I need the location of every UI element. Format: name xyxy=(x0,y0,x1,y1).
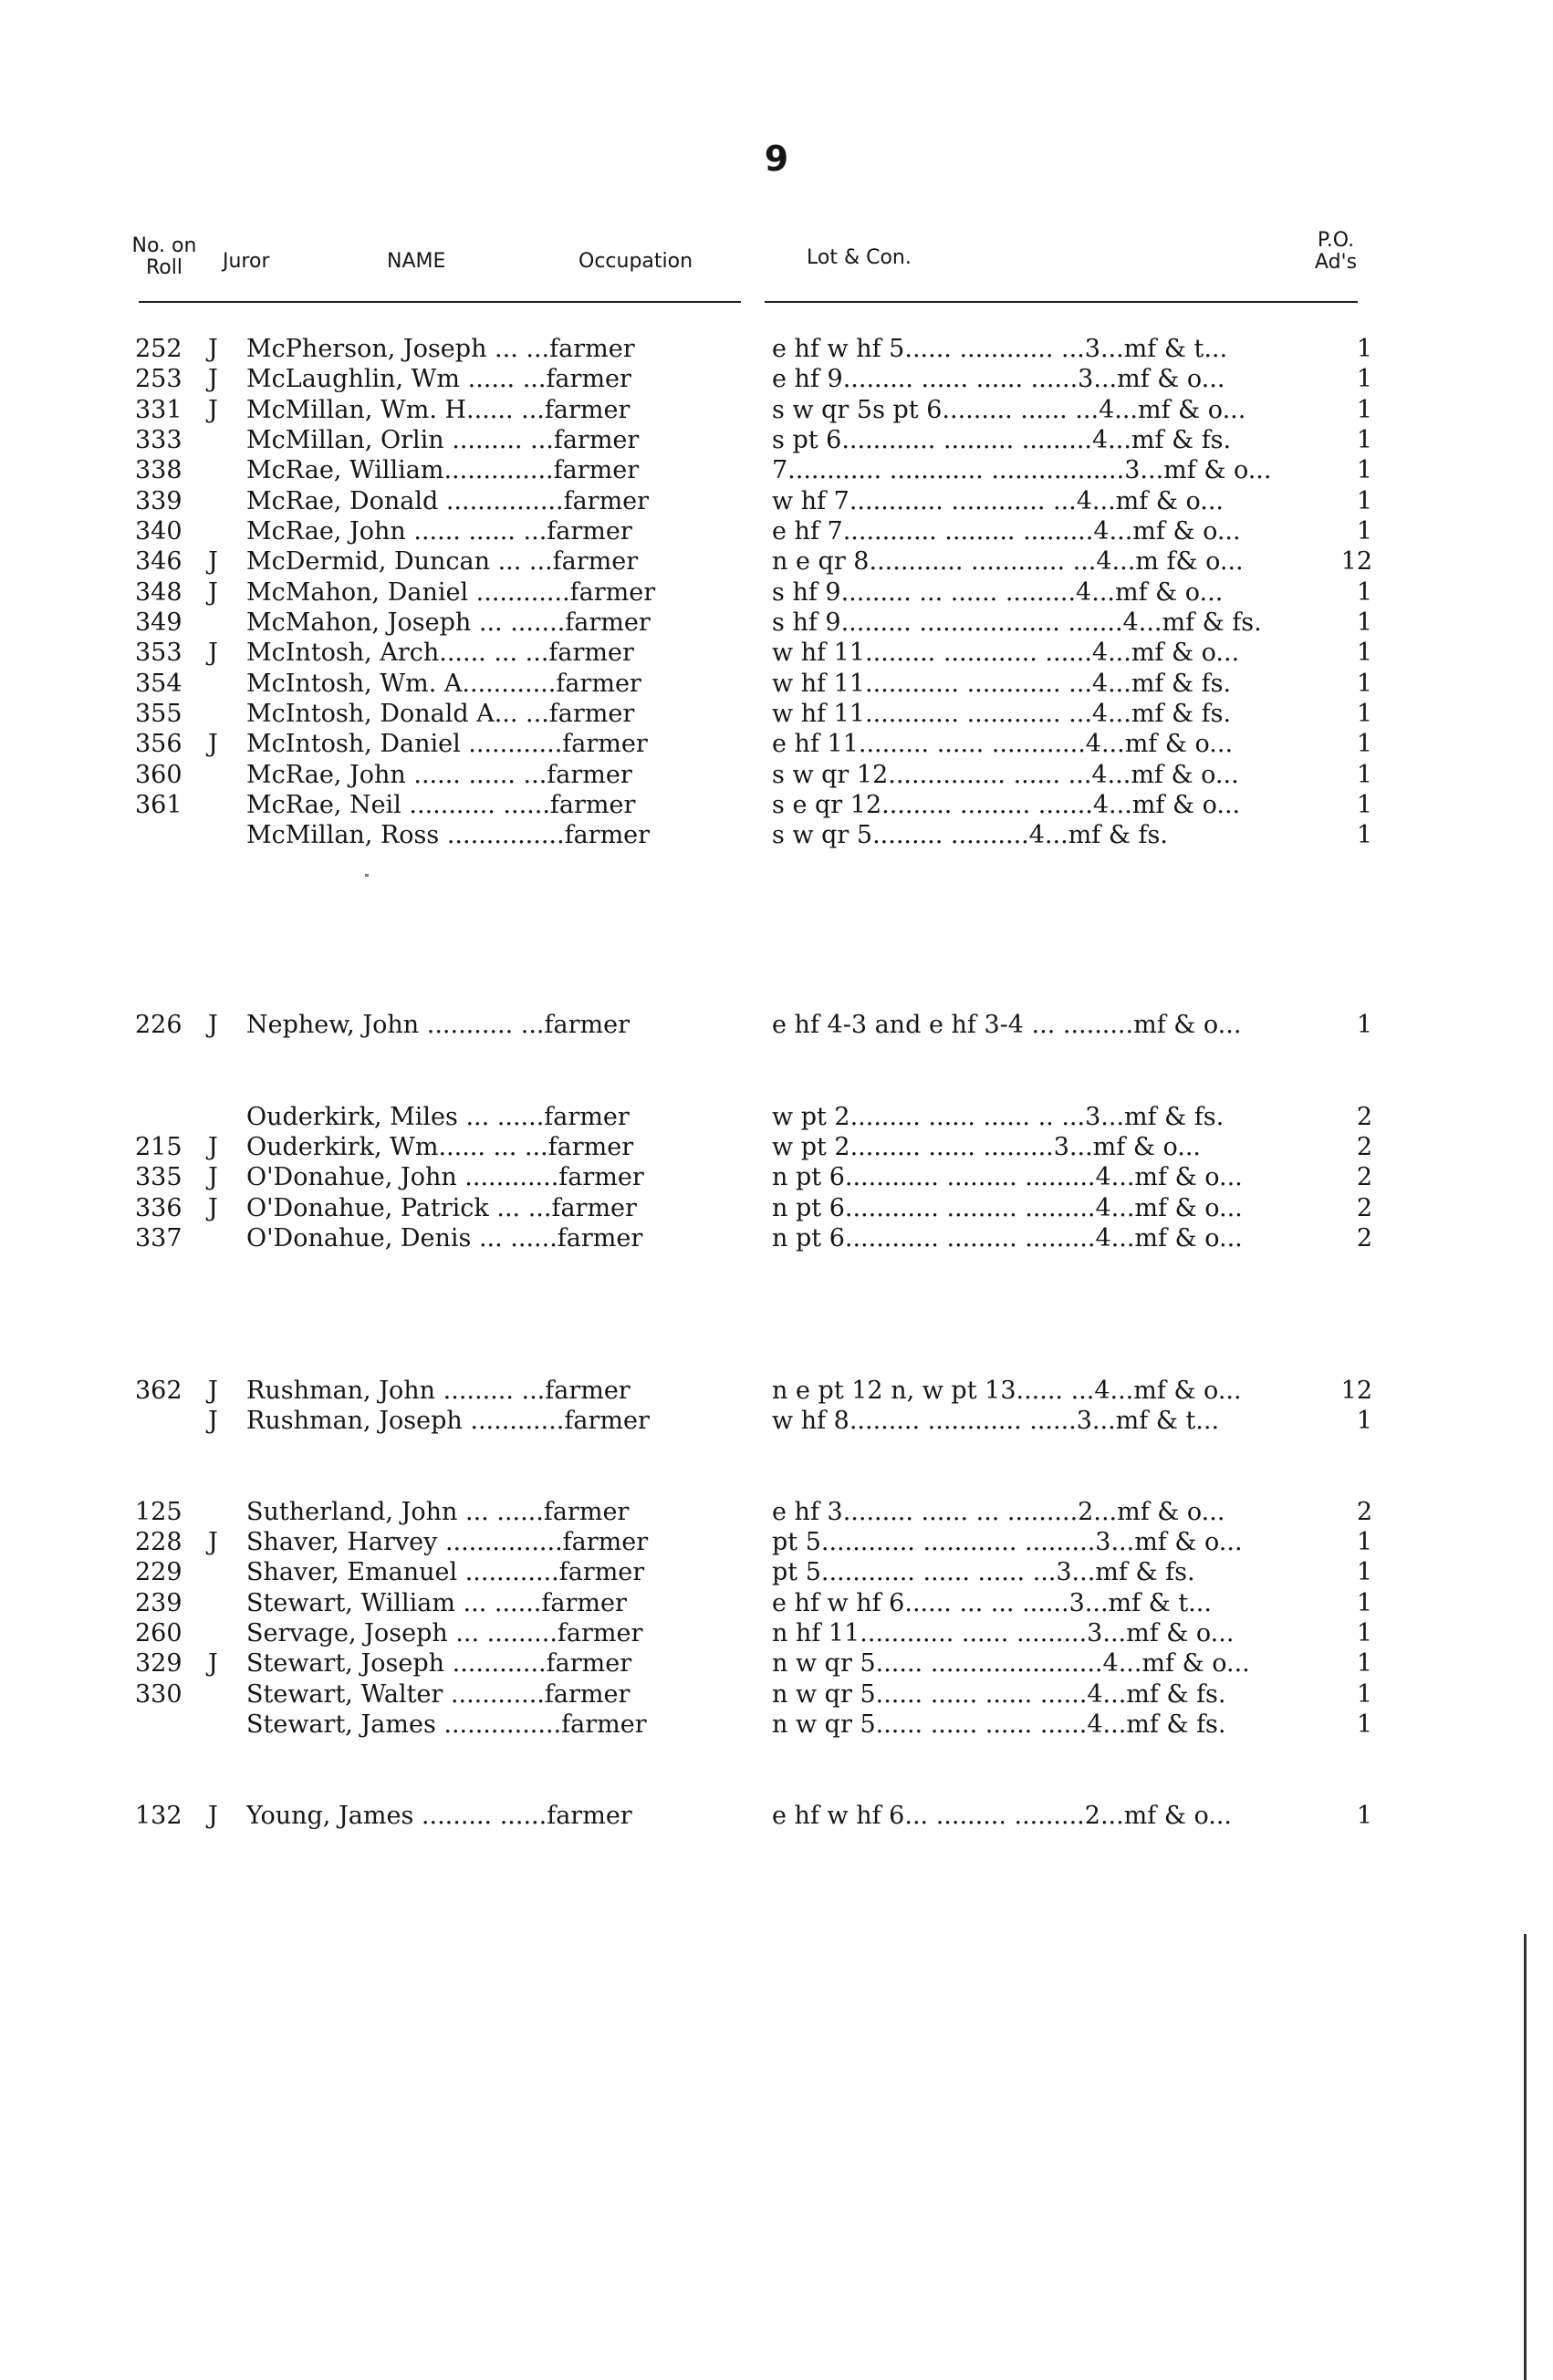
name-occupation: Nephew, John ........... ...farmer xyxy=(246,1011,630,1039)
roll-number: 335 xyxy=(135,1163,182,1191)
roll-number: 125 xyxy=(135,1498,182,1526)
lot-con: e hf 9......... ...... ...... ......3...mf & o... xyxy=(772,365,1225,393)
name-occupation: O'Donahue, Denis ... ......farmer xyxy=(246,1224,643,1252)
juror-mark: J xyxy=(208,1649,218,1678)
po-address: 1 xyxy=(1356,1649,1372,1678)
lot-con: pt 5............ ............ .........3...mf & o... xyxy=(772,1528,1243,1556)
roll-number: 252 xyxy=(135,335,182,363)
lot-con: n pt 6............ ......... .........4...mf & o... xyxy=(772,1163,1243,1191)
po-address: 1 xyxy=(1356,608,1372,637)
juror-entry-row xyxy=(0,425,1553,455)
juror-entry-row xyxy=(0,1132,1553,1162)
juror-mark: J xyxy=(208,335,218,363)
po-address: 1 xyxy=(1356,761,1372,789)
juror-entry-row xyxy=(0,1618,1553,1648)
po-address: 1 xyxy=(1356,1011,1372,1039)
name-occupation: McIntosh, Donald A... ...farmer xyxy=(246,700,635,728)
juror-mark: J xyxy=(208,1377,218,1405)
juror-entry-row xyxy=(0,516,1553,546)
po-address: 1 xyxy=(1356,639,1372,667)
roll-number: 337 xyxy=(135,1224,182,1252)
juror-entry-row xyxy=(0,1010,1553,1040)
name-occupation: McMahon, Joseph ... .......farmer xyxy=(246,608,651,637)
name-occupation: McRae, John ...... ...... ...farmer xyxy=(246,761,632,789)
name-occupation: McRae, William..............farmer xyxy=(246,456,640,484)
header-occupation: Occupation xyxy=(578,250,693,273)
po-address: 1 xyxy=(1356,578,1372,607)
roll-number: 330 xyxy=(135,1680,182,1709)
juror-entry-row xyxy=(0,577,1553,608)
lot-con: w pt 2......... ...... .........3...mf & o... xyxy=(772,1133,1201,1161)
juror-entry-row xyxy=(0,1588,1553,1618)
lot-con: s w qr 12............... ...... ...4...mf & o... xyxy=(772,761,1239,789)
name-occupation: McIntosh, Arch...... ... ...farmer xyxy=(246,639,634,667)
juror-mark: J xyxy=(208,1194,218,1222)
roll-number: 132 xyxy=(135,1802,182,1830)
lot-con: s hf 9......... ... ...... .........4...mf & o... xyxy=(772,578,1224,607)
po-address: 2 xyxy=(1356,1224,1372,1252)
lot-con: s w qr 5......... ..........4...mf & fs. xyxy=(772,821,1168,849)
name-occupation: McIntosh, Wm. A............farmer xyxy=(246,670,641,698)
juror-entry-row xyxy=(0,1102,1553,1132)
page-number: 9 xyxy=(764,139,789,179)
juror-mark: J xyxy=(208,1011,218,1039)
juror-entry-row xyxy=(0,334,1553,364)
po-address: 1 xyxy=(1356,456,1372,484)
roll-number: 260 xyxy=(135,1619,182,1647)
name-occupation: McIntosh, Daniel ............farmer xyxy=(246,730,648,758)
roll-number: 229 xyxy=(135,1558,182,1586)
juror-mark: J xyxy=(208,1407,218,1435)
juror-entry-row xyxy=(0,1648,1553,1678)
roll-number: 340 xyxy=(135,517,182,546)
header-lot-con: Lot & Con. xyxy=(807,246,912,269)
lot-con: n w qr 5...... ......................4...mf & o... xyxy=(772,1649,1250,1678)
name-occupation: O'Donahue, John ............farmer xyxy=(246,1163,644,1191)
juror-mark: J xyxy=(208,547,218,576)
lot-con: e hf w hf 6... ......... .........2...mf & o... xyxy=(772,1802,1233,1830)
lot-con: e hf 4-3 and e hf 3-4 ... .........mf & o... xyxy=(772,1011,1242,1039)
name-occupation: Rushman, Joseph ............farmer xyxy=(246,1407,650,1435)
roll-number: 336 xyxy=(135,1194,182,1222)
juror-mark: J xyxy=(208,1528,218,1556)
name-occupation: O'Donahue, Patrick ... ...farmer xyxy=(246,1194,637,1222)
lot-con: w pt 2......... ...... ...... .. ...3...mf & fs. xyxy=(772,1103,1225,1131)
juror-entry-row xyxy=(0,1162,1553,1192)
po-address: 12 xyxy=(1340,1377,1372,1405)
lot-con: n pt 6............ ......... .........4...mf & o... xyxy=(772,1194,1243,1222)
name-occupation: Servage, Joseph ... .........farmer xyxy=(246,1619,643,1647)
header-roll-label: Roll xyxy=(146,256,182,279)
juror-entry-row xyxy=(0,638,1553,668)
header-no-on: No. on xyxy=(131,234,197,257)
po-address: 1 xyxy=(1356,487,1372,515)
name-occupation: Stewart, Joseph ............farmer xyxy=(246,1649,632,1678)
name-occupation: McLaughlin, Wm ...... ...farmer xyxy=(246,365,631,393)
po-address: 1 xyxy=(1356,517,1372,546)
roll-number: 354 xyxy=(135,670,182,698)
name-occupation: Shaver, Harvey ...............farmer xyxy=(246,1528,649,1556)
roll-number: 329 xyxy=(135,1649,182,1678)
roll-number: 226 xyxy=(135,1011,182,1039)
juror-mark: J xyxy=(208,578,218,607)
po-address: 1 xyxy=(1356,730,1372,758)
roll-number: 239 xyxy=(135,1589,182,1617)
po-address: 2 xyxy=(1356,1498,1372,1526)
po-address: 1 xyxy=(1356,700,1372,728)
roll-number: 355 xyxy=(135,700,182,728)
po-address: 1 xyxy=(1356,426,1372,454)
po-address: 1 xyxy=(1356,1589,1372,1617)
juror-entry-row xyxy=(0,669,1553,699)
juror-entry-row xyxy=(0,608,1553,638)
roll-number: 346 xyxy=(135,547,182,576)
lot-con: e hf w hf 5...... ............ ...3...mf & t... xyxy=(772,335,1228,363)
lot-con: e hf 7............ ......... .........4...mf & o... xyxy=(772,517,1241,546)
juror-mark: J xyxy=(208,639,218,667)
juror-entry-row xyxy=(0,1193,1553,1223)
name-occupation: Sutherland, John ... ......farmer xyxy=(246,1498,630,1526)
name-occupation: Stewart, James ...............farmer xyxy=(246,1710,647,1739)
juror-entry-row xyxy=(0,1710,1553,1740)
roll-number: 215 xyxy=(135,1133,182,1161)
lot-con: n hf 11............ ...... .........3...mf & o... xyxy=(772,1619,1235,1647)
po-address: 1 xyxy=(1356,1680,1372,1709)
juror-entry-row xyxy=(0,1679,1553,1710)
juror-mark: J xyxy=(208,396,218,424)
name-occupation: Stewart, Walter ............farmer xyxy=(246,1680,631,1709)
lot-con: w hf 11............ ............ ...4...mf & fs. xyxy=(772,670,1232,698)
lot-con: e hf 3......... ...... ... .........2...mf & o... xyxy=(772,1498,1225,1526)
lot-con: w hf 11............ ............ ...4...mf & fs. xyxy=(772,700,1232,728)
juror-mark: J xyxy=(208,730,218,758)
po-address: 1 xyxy=(1356,1407,1372,1435)
lot-con: pt 5............ ...... ...... ...3...mf & fs. xyxy=(772,1558,1195,1586)
roll-number: 360 xyxy=(135,761,182,789)
juror-entry-row xyxy=(0,1557,1553,1587)
name-occupation: McRae, John ...... ...... ...farmer xyxy=(246,517,632,546)
roll-number: 361 xyxy=(135,791,182,819)
juror-entry-row xyxy=(0,395,1553,425)
name-occupation: McRae, Donald ...............farmer xyxy=(246,487,650,515)
roll-number: 348 xyxy=(135,578,182,607)
roll-number: 331 xyxy=(135,396,182,424)
juror-entry-row xyxy=(0,364,1553,394)
lot-con: 7............ ............ .................3...mf & o... xyxy=(772,456,1272,484)
lot-con: n pt 6............ ......... .........4...mf & o... xyxy=(772,1224,1243,1252)
header-juror: Juror xyxy=(223,250,270,273)
lot-con: n w qr 5...... ...... ...... ......4...mf & fs. xyxy=(772,1710,1226,1739)
lot-con: n w qr 5...... ...... ...... ......4...mf & fs. xyxy=(772,1680,1226,1709)
name-occupation: Ouderkirk, Miles ... ......farmer xyxy=(246,1103,630,1131)
lot-con: n e qr 8............ ............ ...4...m f& o... xyxy=(772,547,1244,576)
po-address: 1 xyxy=(1356,365,1372,393)
juror-entry-row xyxy=(0,546,1553,577)
name-occupation: Stewart, William ... ......farmer xyxy=(246,1589,627,1617)
page-edge-shadow xyxy=(1524,1934,1527,2380)
name-occupation: Young, James ......... ......farmer xyxy=(246,1802,632,1830)
lot-con: s w qr 5s pt 6......... ...... ...4...mf & o... xyxy=(772,396,1246,424)
roll-number: 353 xyxy=(135,639,182,667)
name-occupation: McMillan, Orlin ......... ...farmer xyxy=(246,426,640,454)
name-occupation: Rushman, John ......... ...farmer xyxy=(246,1377,631,1405)
name-occupation: McMillan, Ross ...............farmer xyxy=(246,821,651,849)
lot-con: w hf 8......... ............ ......3...mf & t... xyxy=(772,1407,1220,1435)
lot-con: e hf 11......... ...... ............4...mf & o... xyxy=(772,730,1234,758)
name-occupation: McPherson, Joseph ... ...farmer xyxy=(246,335,635,363)
roll-number: 228 xyxy=(135,1528,182,1556)
lot-con: s e qr 12......... ......... .......4...mf & o... xyxy=(772,791,1241,819)
juror-entry-row xyxy=(0,486,1553,516)
juror-mark: J xyxy=(208,1163,218,1191)
header-po-label: P.O. xyxy=(1317,229,1355,252)
lot-con: n e pt 12 n, w pt 13...... ...4...mf & o... xyxy=(772,1377,1242,1405)
po-address: 1 xyxy=(1356,1710,1372,1739)
juror-entry-row xyxy=(0,1406,1553,1436)
po-address: 1 xyxy=(1356,1558,1372,1586)
name-occupation: Ouderkirk, Wm...... ... ...farmer xyxy=(246,1133,634,1161)
roll-number: 362 xyxy=(135,1377,182,1405)
header-ads: Ad's xyxy=(1314,251,1358,274)
juror-entry-row xyxy=(0,1223,1553,1253)
juror-entry-row xyxy=(0,699,1553,729)
name-occupation: McRae, Neil ........... ......farmer xyxy=(246,791,636,819)
roll-number: 339 xyxy=(135,487,182,515)
juror-entry-row xyxy=(0,1527,1553,1557)
lot-con: w hf 7............ ............ ...4...mf & o... xyxy=(772,487,1224,515)
po-address: 2 xyxy=(1356,1194,1372,1222)
name-occupation: Shaver, Emanuel ............farmer xyxy=(246,1558,645,1586)
po-address: 2 xyxy=(1356,1163,1372,1191)
name-occupation: McMillan, Wm. H...... ...farmer xyxy=(246,396,631,424)
po-address: 1 xyxy=(1356,1802,1372,1830)
lot-con: w hf 11......... ............ ......4...mf & o... xyxy=(772,639,1240,667)
juror-entry-row xyxy=(0,729,1553,759)
po-address: 1 xyxy=(1356,1619,1372,1647)
po-address: 1 xyxy=(1356,396,1372,424)
juror-entry-row xyxy=(0,760,1553,790)
lot-con: s pt 6............ ......... .........4...mf & fs. xyxy=(772,426,1232,454)
po-address: 1 xyxy=(1356,821,1372,849)
ink-mark xyxy=(365,874,369,877)
juror-entry-row xyxy=(0,1801,1553,1831)
po-address: 1 xyxy=(1356,335,1372,363)
po-address: 12 xyxy=(1340,547,1372,576)
name-occupation: McMahon, Daniel ............farmer xyxy=(246,578,656,607)
roll-number: 333 xyxy=(135,426,182,454)
juror-mark: J xyxy=(208,365,218,393)
name-occupation: McDermid, Duncan ... ...farmer xyxy=(246,547,639,576)
po-address: 2 xyxy=(1356,1103,1372,1131)
roll-number: 356 xyxy=(135,730,182,758)
lot-con: e hf w hf 6...... ... ... ......3...mf & t... xyxy=(772,1589,1212,1617)
po-address: 1 xyxy=(1356,670,1372,698)
header-name: NAME xyxy=(387,250,446,273)
roll-number: 349 xyxy=(135,608,182,637)
juror-entry-row xyxy=(0,1497,1553,1527)
po-address: 1 xyxy=(1356,791,1372,819)
po-address: 2 xyxy=(1356,1133,1372,1161)
juror-mark: J xyxy=(208,1802,218,1830)
roll-number: 253 xyxy=(135,365,182,393)
juror-entry-row xyxy=(0,790,1553,820)
lot-con: s hf 9......... .................. .......4...mf & fs. xyxy=(772,608,1262,637)
juror-entry-row xyxy=(0,455,1553,485)
juror-mark: J xyxy=(208,1133,218,1161)
juror-entry-row xyxy=(0,820,1553,850)
po-address: 1 xyxy=(1356,1528,1372,1556)
roll-number: 338 xyxy=(135,456,182,484)
juror-entry-row xyxy=(0,1376,1553,1406)
